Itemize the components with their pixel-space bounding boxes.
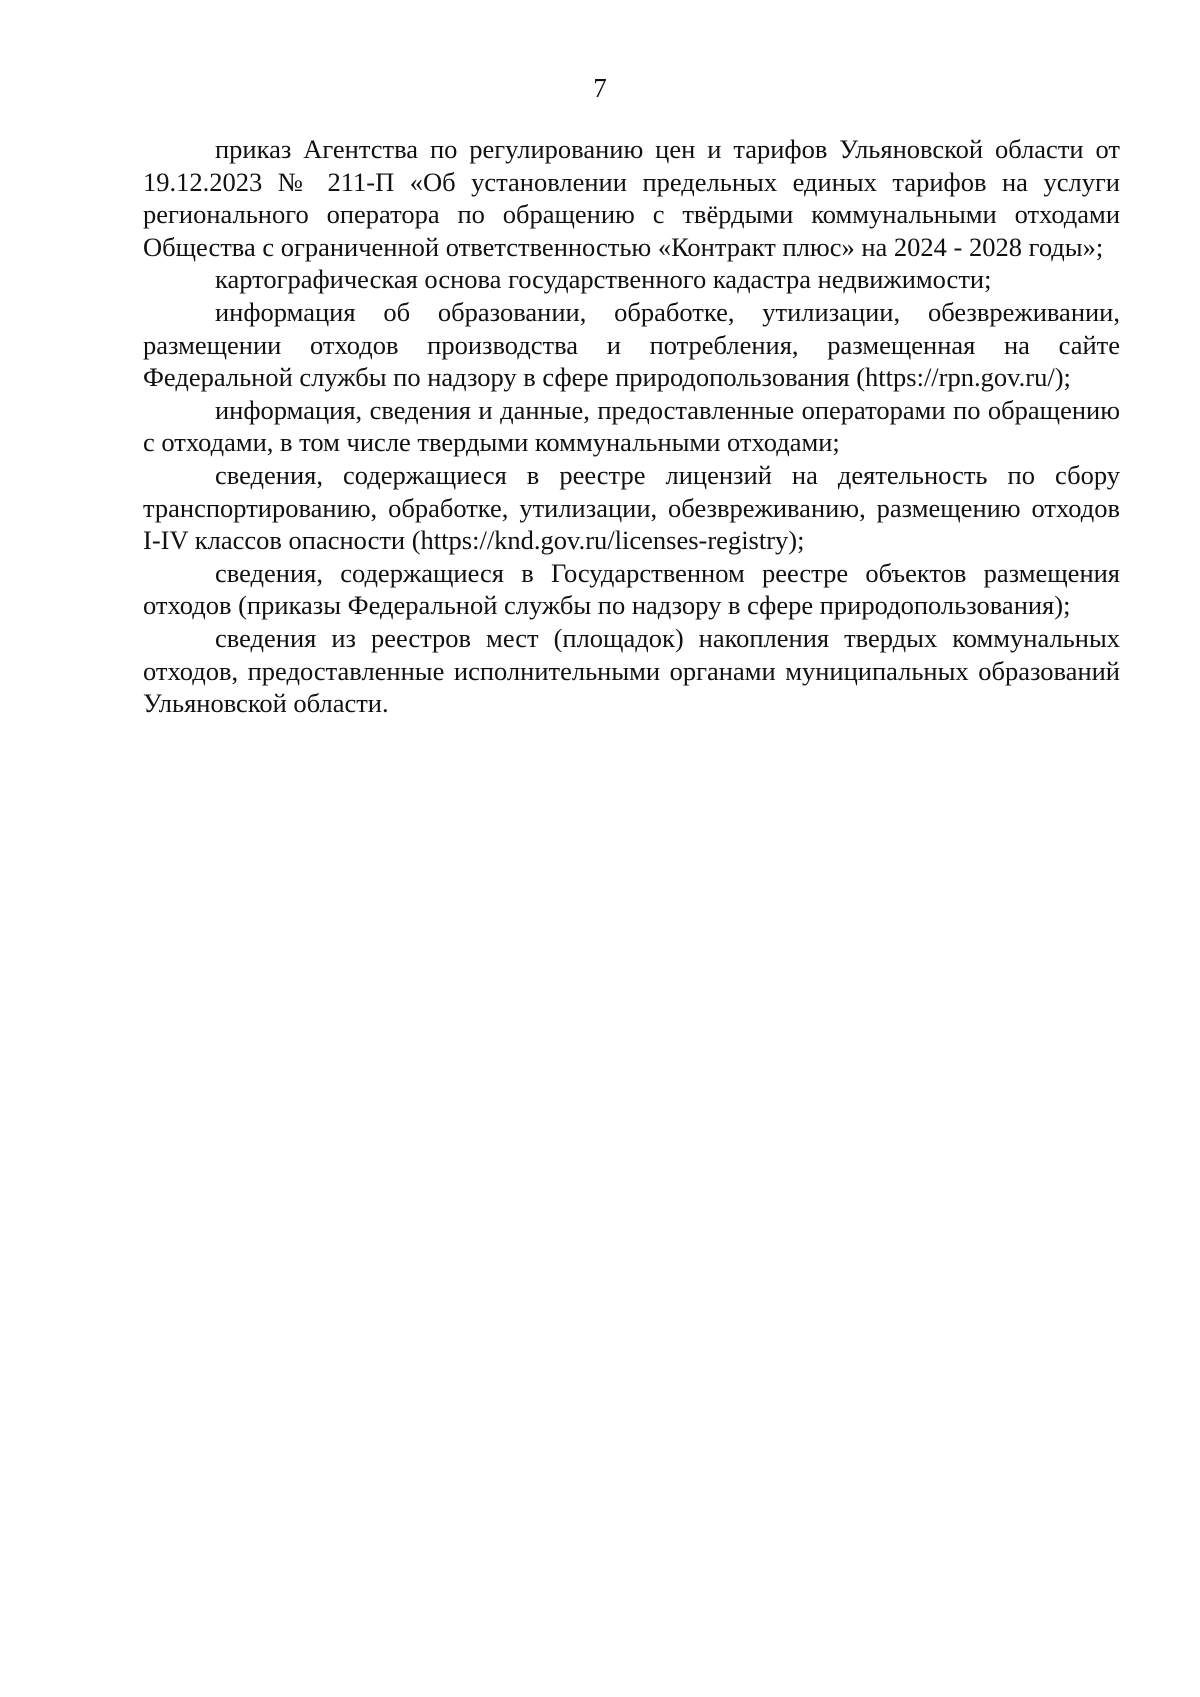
paragraph-cadastre-basis: картографическая основа государственного кадастра недвижимости; [215, 264, 992, 295]
page-number: 7 [593, 73, 607, 103]
document-body [143, 133, 1120, 720]
paragraph-rpn-information: информация об образовании, обработке, утилизации, обезвреживании, размещении отходов производства и потребления, размещенная на сайте Федеральной службы по надзору в сфере природопользования (https://rpn.gov.ru/); [143, 296, 1120, 393]
paragraph-state-registry: сведения, содержащиеся в Государственном реестре объектов размещения отходов (приказы Федеральной службы по надзору в сфере природопользования); [143, 557, 1120, 621]
paragraph-operators-data: информация, сведения и данные, предоставленные операторами по обращению с отходами, в том числе твердыми коммунальными отходами; [143, 394, 1120, 458]
paragraph-license-registry: сведения, содержащиеся в реестре лицензий на деятельность по сбору транспортированию, обработке, утилизации, обезвреживанию, размещению отходов I-IV классов опасности (https://knd.gov.ru/licenses-registry); [143, 459, 1120, 556]
paragraph-tariff-order: приказ Агентства по регулированию цен и тарифов Ульяновской области от 19.12.2023 № 211-П «Об установлении предельных единых тарифов на услуги регионального оператора по обращению с твёрдыми коммунальными отходами Общества с ограниченной ответственностью «Контракт плюс» на 2024 - 2028 годы»; [143, 134, 1120, 262]
paragraph-accumulation-sites: сведения из реестров мест (площадок) накопления твердых коммунальных отходов, предоставленные исполнительными органами муниципальных образований Ульяновской области. [143, 622, 1120, 719]
